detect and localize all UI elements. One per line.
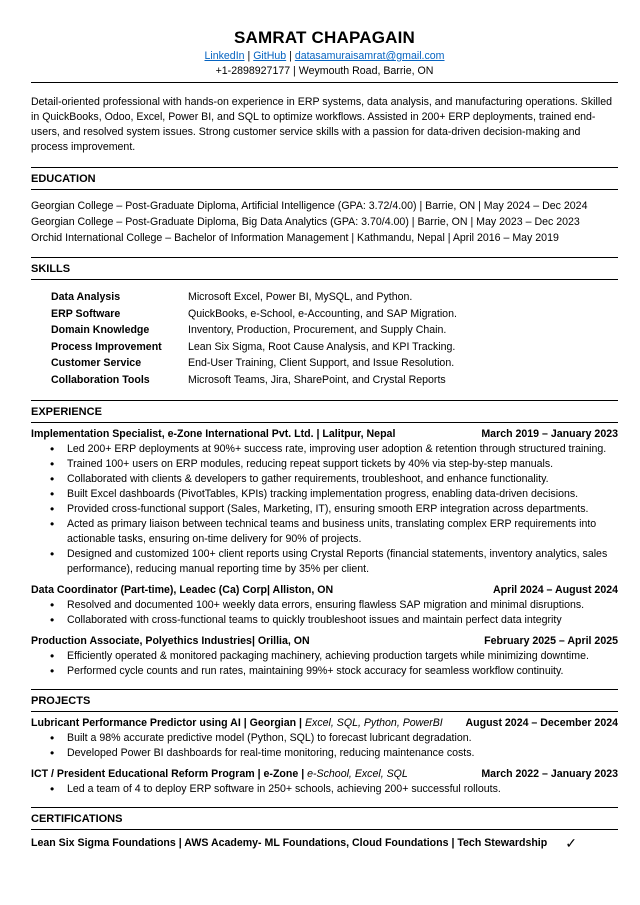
section-divider [31, 807, 618, 808]
project-title [31, 767, 408, 782]
bullet-item: • Led a team of 4 to deploy ERP software in 250+ schools, achieving 200+ successful rollouts. [43, 782, 618, 797]
email-link[interactable]: datasamuraisamrat@gmail.com [294, 50, 445, 62]
skills-list [31, 289, 618, 389]
section-underline [31, 279, 618, 280]
skill-category: Data Analysis [51, 291, 121, 303]
job-bullets [31, 649, 618, 679]
bullet-item: • Resolved and documented 100+ weekly data errors, ensuring flawless SAP migration and minimal disruptions. [43, 598, 618, 613]
section-underline [31, 711, 618, 712]
section-divider [31, 167, 618, 168]
bullet-item: • Performed cycle counts and run rates, maintaining 99%+ stock accuracy for seamless workflow continuity. [43, 664, 618, 679]
linkedin-link[interactable]: LinkedIn [204, 50, 245, 62]
skill-value: End-User Training, Client Support, and Issue Resolution. [188, 357, 455, 370]
bullet-item: • Efficiently operated & monitored packaging machinery, achieving production targets while minimizing downtime. [43, 649, 618, 664]
bullet-item: • Trained 100+ users on ERP modules, reducing repeat support tickets by 40% via step-by-step manuals. [43, 457, 618, 472]
phone-address: +1-2898927177 | Weymouth Road, Barrie, ON [215, 65, 434, 77]
candidate-name: SAMRAT CHAPAGAIN [233, 28, 416, 47]
resume-header [31, 28, 618, 79]
certifications-section [31, 807, 618, 851]
section-divider [31, 400, 618, 401]
education-list [31, 198, 618, 246]
skill-category: Domain Knowledge [51, 324, 150, 337]
section-underline [31, 189, 618, 190]
skill-row [51, 355, 618, 372]
section-underline [31, 829, 618, 830]
projects-section [31, 689, 618, 797]
education-section [31, 167, 618, 246]
project-entry [31, 716, 618, 761]
job-bullets [31, 598, 618, 628]
certifications-line [31, 836, 618, 851]
job-title: Implementation Specialist, e-Zone International Pvt. Ltd. | Lalitpur, Nepal [31, 427, 396, 440]
project-name: Lubricant Performance Predictor using AI | Georgian | [31, 716, 305, 729]
job-header [31, 583, 618, 598]
bullet-item: • Acted as primary liaison between technical teams and business units, translating complex ERP requirements into actionable tasks, ensuring on-time delivery for 90% of projects. [43, 517, 618, 547]
job-title: Production Associate, Polyethics Industries| Orillia, ON [31, 634, 310, 647]
job-title: Data Coordinator (Part-time), Leadec (Ca) Corp| Alliston, ON [31, 583, 334, 596]
job-bullets [31, 442, 618, 577]
summary-text: Detail-oriented professional with hands-on experience in ERP systems, data analysis, and manufacturing operations. Skilled in QuickBooks, Odoo, Excel, Power BI, and SQL to optimize workflows. Assisted in 200+ ERP deployments, trained end-users, and resolved system issues. Strong customer service skills with a passion for data-driven decision-making and process improvement. [31, 96, 613, 153]
skill-value: Microsoft Excel, Power BI, MySQL, and Python. [188, 291, 413, 303]
bullet-item: • Designed and customized 100+ client reports using Crystal Reports (financial statements, inventory analytics, sales performance), reducing manual reporting time by 35% per client. [43, 547, 618, 577]
job-header [31, 634, 618, 649]
skill-value: Lean Six Sigma, Root Cause Analysis, and KPI Tracking. [188, 340, 456, 353]
project-dates: August 2024 – December 2024 [465, 716, 618, 729]
project-header [31, 767, 618, 782]
skill-row [51, 372, 618, 389]
project-title [31, 716, 443, 731]
skill-row [51, 306, 618, 323]
bullet-item: • Built a 98% accurate predictive model (Python, SQL) to forecast lubricant degradation. [43, 731, 618, 746]
project-bullets [31, 731, 618, 761]
project-entry [31, 767, 618, 797]
bullet-item: • Collaborated with clients & developers to gather requirements, troubleshoot, and enhance functionality. [43, 472, 618, 487]
project-dates: March 2022 – January 2023 [481, 767, 618, 780]
bullet-item: • Provided cross-functional support (Sales, Marketing, IT), ensuring smooth ERP integration across departments. [43, 502, 618, 517]
skill-category: Process Improvement [51, 340, 162, 353]
job-dates: February 2025 – April 2025 [484, 634, 618, 647]
section-divider [31, 689, 618, 690]
section-divider [31, 257, 618, 258]
education-item: Georgian College – Post-Graduate Diploma, Big Data Analytics (GPA: 3.70/4.00) | Barrie, ON | May 2023 – Dec 2023 [31, 216, 580, 228]
certifications-text: Lean Six Sigma Foundations | AWS Academy- ML Foundations, Cloud Foundations | Tech Stewardship [31, 836, 548, 849]
contact-links [31, 49, 618, 64]
education-item: Georgian College – Post-Graduate Diploma, Artificial Intelligence (GPA: 3.72/4.00) | Barrie, ON | May 2024 – Dec 2024 [31, 200, 588, 212]
job-entry [31, 427, 618, 577]
skill-row [51, 339, 618, 356]
job-dates: April 2024 – August 2024 [492, 583, 618, 596]
bullet-item: • Collaborated with cross-functional teams to quickly troubleshoot issues and maintain perfect data integrity [43, 613, 618, 628]
project-header [31, 716, 618, 731]
job-dates: March 2019 – January 2023 [481, 427, 618, 440]
section-title-education: EDUCATION [31, 173, 96, 185]
section-title-experience: EXPERIENCE [31, 405, 102, 418]
section-title-skills: SKILLS [31, 263, 71, 275]
skill-category: Collaboration Tools [51, 373, 150, 386]
skills-section [31, 257, 618, 389]
skill-value: QuickBooks, e-School, e-Accounting, and SAP Migration. [188, 307, 457, 320]
skill-row [51, 322, 618, 339]
bullet-item: • Developed Power BI dashboards for real-time monitoring, reducing maintenance costs. [43, 746, 618, 761]
skill-category: ERP Software [51, 307, 121, 320]
section-title-projects: PROJECTS [31, 694, 91, 707]
checkmark-icon: ✓ [565, 834, 577, 851]
link-separator: | [244, 50, 254, 62]
job-header [31, 427, 618, 442]
project-tech: Excel, SQL, Python, PowerBI [304, 716, 443, 729]
skill-category: Customer Service [51, 357, 142, 370]
job-entry [31, 583, 618, 628]
link-separator: | [286, 50, 295, 62]
section-title-certifications: CERTIFICATIONS [31, 812, 123, 825]
jobs-list [31, 427, 618, 679]
header-divider [31, 82, 618, 83]
projects-list [31, 716, 618, 797]
bullet-item: • Built Excel dashboards (PivotTables, KPIs) tracking implementation progress, enabling data-driven decisions. [43, 487, 618, 502]
skill-value: Microsoft Teams, Jira, SharePoint, and Crystal Reports [188, 373, 446, 386]
education-item: Orchid International College – Bachelor of Information Management | Kathmandu, Nepal | April 2016 – May 2019 [31, 232, 559, 244]
bullet-item: • Led 200+ ERP deployments at 90%+ success rate, improving user adoption & retention through structured training. [43, 442, 618, 457]
skill-row [51, 289, 618, 306]
skill-value: Inventory, Production, Procurement, and Supply Chain. [188, 324, 447, 337]
project-tech: e-School, Excel, SQL [307, 767, 408, 780]
section-underline [31, 422, 618, 423]
experience-section [31, 400, 618, 679]
job-entry [31, 634, 618, 679]
github-link[interactable]: GitHub [253, 50, 287, 62]
project-bullets [31, 782, 618, 797]
project-name: ICT / President Educational Reform Program | e-Zone | [31, 767, 308, 780]
